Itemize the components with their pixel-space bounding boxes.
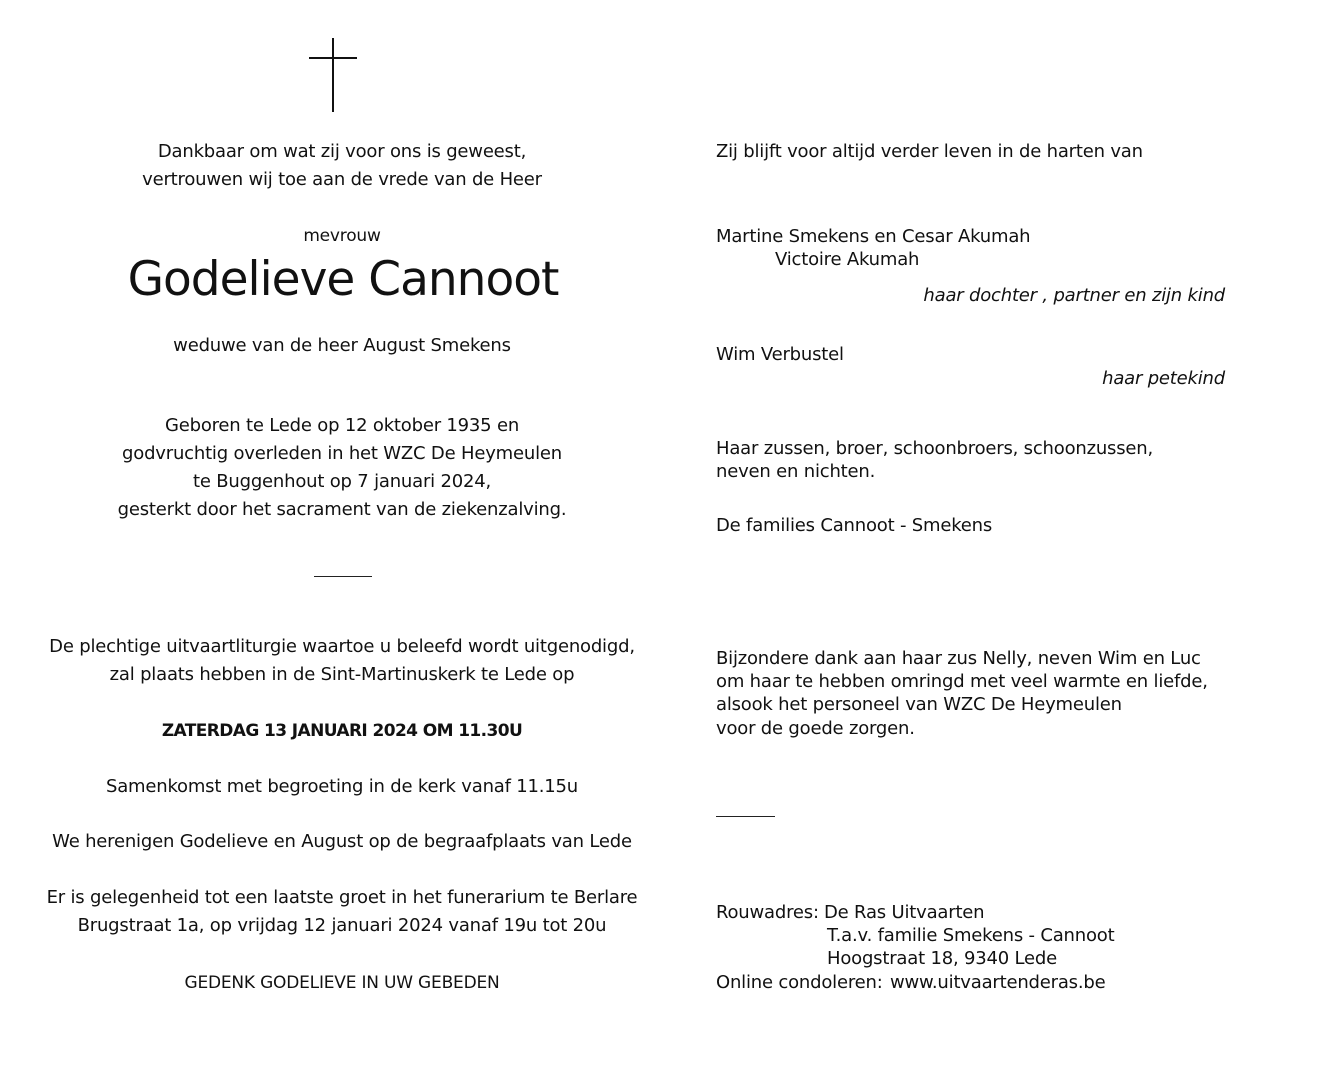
address-line-2: T.a.v. familie Smekens - Cannoot: [827, 925, 1115, 946]
family1-line-1: Martine Smekens en Cesar Akumah: [716, 226, 1031, 247]
closing-line: GEDENK GODELIEVE IN UW GEBEDEN: [184, 973, 500, 993]
thanks-line-4: voor de goede zorgen.: [716, 718, 915, 739]
remembrance-heading: Zij blijft voor altijd verder leven in de harten van: [716, 141, 1143, 162]
gathering-line: Samenkomst met begroeting in de kerk vanaf 11.15u: [105, 776, 579, 797]
bio-line-1: Geboren te Lede op 12 oktober 1935 en: [164, 415, 520, 436]
funeral-date: ZATERDAG 13 JANUARI 2024 OM 11.30U: [161, 721, 523, 741]
burial-line: We herenigen Godelieve en August op de begraafplaats van Lede: [52, 831, 632, 852]
bio-line-4: gesterkt door het sacrament van de ziekenzalving.: [117, 499, 567, 520]
spouse-line: weduwe van de heer August Smekens: [173, 335, 511, 356]
farewell-line-1: Er is gelegenheid tot een laatste groet in het funerarium te Berlare: [46, 887, 638, 908]
intro-line-2: vertrouwen wij toe aan de vrede van de Heer: [142, 169, 542, 190]
family2-name: Wim Verbustel: [716, 344, 844, 365]
online-url[interactable]: www.uitvaartenderas.be: [890, 972, 1106, 993]
funeral-line-1: De plechtige uitvaartliturgie waartoe u beleefd wordt uitgenodigd,: [49, 636, 635, 657]
address-label: Rouwadres:: [716, 902, 819, 923]
deceased-name: Godelieve Cannoot: [127, 252, 559, 307]
families-line: De families Cannoot - Smekens: [716, 515, 993, 536]
bio-line-3: te Buggenhout op 7 januari 2024,: [192, 471, 492, 492]
funeral-line-2: zal plaats hebben in de Sint-Martinuskerk te Lede op: [109, 664, 575, 685]
relatives-line-2: neven en nichten.: [716, 461, 876, 482]
divider-right: [716, 816, 775, 817]
cross-icon: [308, 38, 358, 114]
address-line-1: De Ras Uitvaarten: [824, 902, 985, 923]
thanks-line-3: alsook het personeel van WZC De Heymeulen: [716, 694, 1122, 715]
thanks-line-2: om haar te hebben omringd met veel warmte en liefde,: [716, 671, 1208, 692]
online-label: Online condoleren:: [716, 972, 883, 993]
address-line-3: Hoogstraat 18, 9340 Lede: [827, 948, 1058, 969]
bio-line-2: godvruchtig overleden in het WZC De Heymeulen: [122, 443, 562, 464]
divider-left: [314, 576, 372, 577]
family1-relation: haar dochter , partner en zijn kind: [923, 285, 1225, 306]
family1-line-2: Victoire Akumah: [775, 249, 920, 270]
farewell-line-2: Brugstraat 1a, op vrijdag 12 januari 2024 vanaf 19u tot 20u: [77, 915, 607, 936]
relatives-line-1: Haar zussen, broer, schoonbroers, schoonzussen,: [716, 438, 1154, 459]
title-prefix: mevrouw: [303, 226, 381, 246]
thanks-line-1: Bijzondere dank aan haar zus Nelly, neven Wim en Luc: [716, 648, 1201, 669]
intro-line-1: Dankbaar om wat zij voor ons is geweest,: [157, 141, 527, 162]
family2-relation: haar petekind: [1102, 368, 1225, 389]
